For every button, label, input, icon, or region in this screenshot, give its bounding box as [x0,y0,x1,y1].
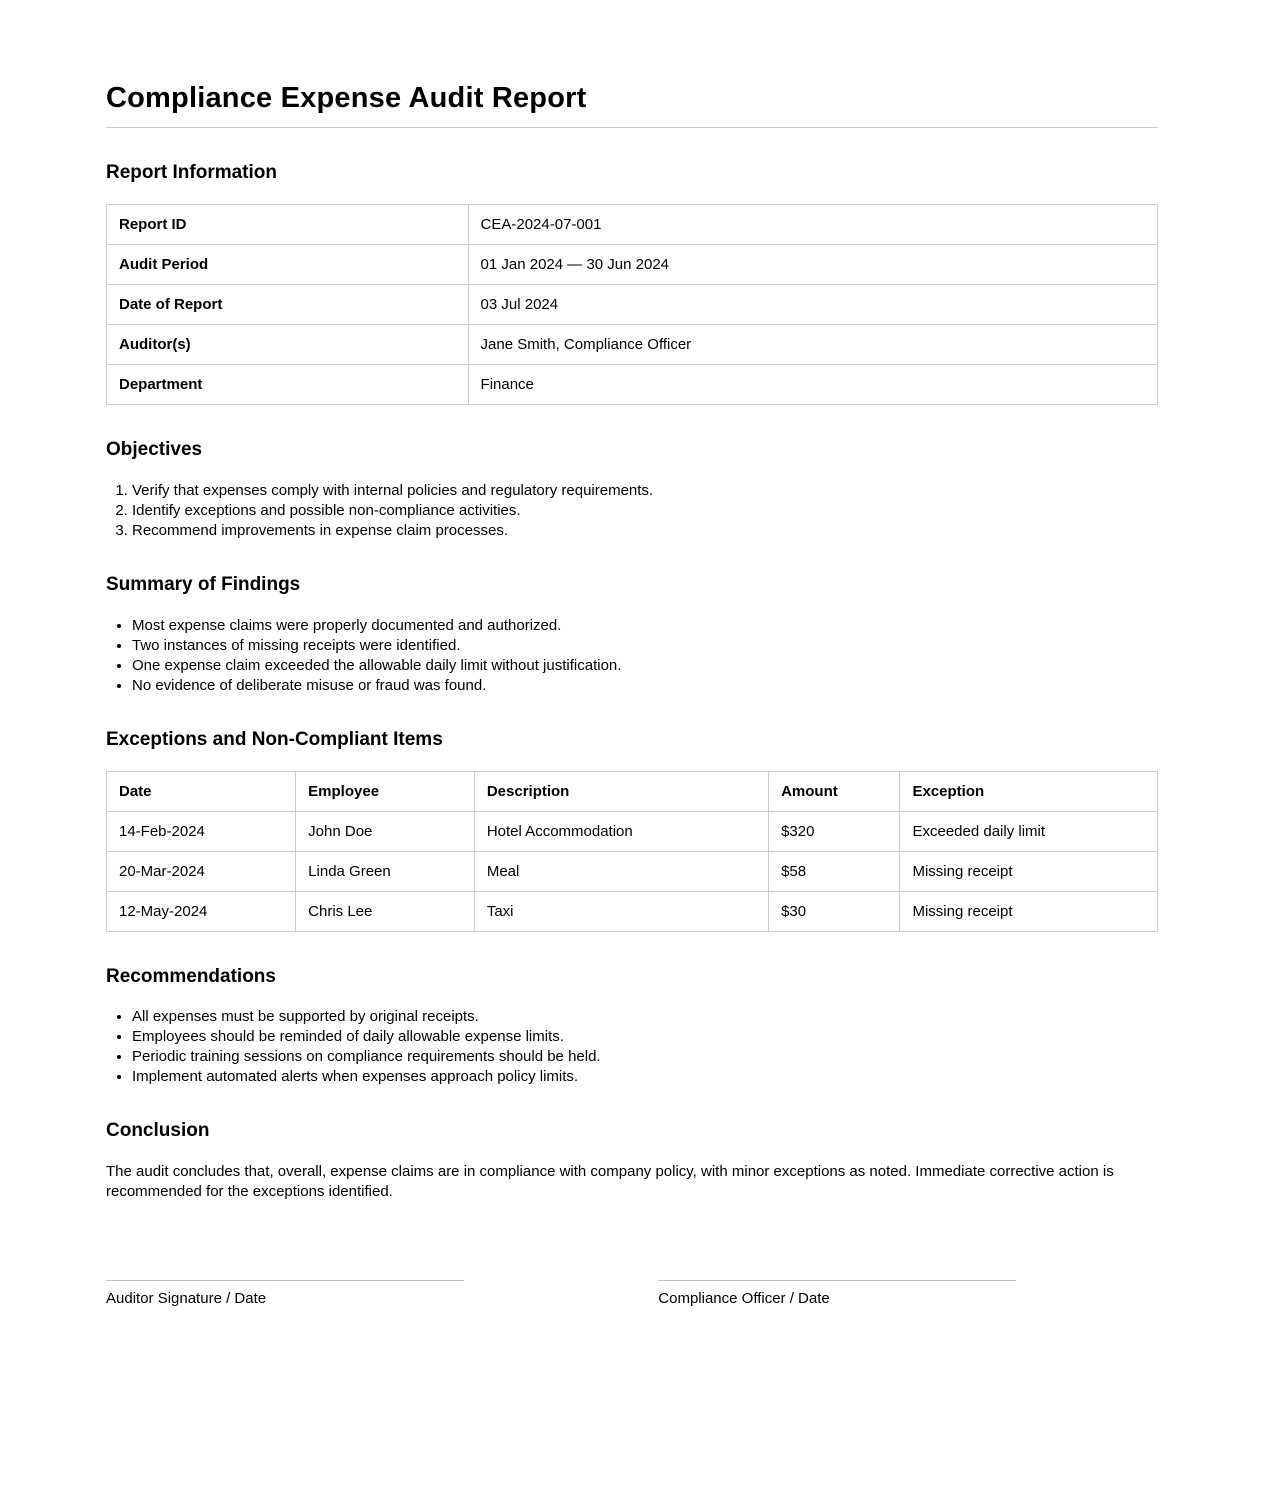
summary-heading: Summary of Findings [106,573,301,595]
conclusion-heading: Conclusion [106,1120,210,1142]
column-header-description: Description [474,771,768,811]
report-info-row [107,245,1158,285]
title-divider [106,127,1158,128]
objectives-list [106,481,1158,540]
summary-item: • Two instances of missing receipts were identified. [132,636,1158,655]
exception-amount: $320 [769,811,900,851]
exception-employee: Chris Lee [296,891,475,931]
column-header-employee: Employee [296,771,475,811]
report-info-label: Department [107,365,469,405]
objectives-heading: Objectives [106,439,203,461]
recommendation-item: • Employees should be reminded of daily allowable expense limits. [132,1027,1158,1046]
summary-item: • One expense claim exceeded the allowable daily limit without justification. [132,656,1158,675]
report-info-row [107,365,1158,405]
report-info-label: Auditor(s) [107,325,469,365]
objective-item: 1. Verify that expenses comply with internal policies and regulatory requirements. [132,481,1158,500]
report-info-value: 03 Jul 2024 [468,285,1157,325]
compliance-officer-signature-label: Compliance Officer / Date [658,1290,830,1308]
recommendations-heading: Recommendations [106,965,276,987]
report-info-row [107,285,1158,325]
report-info-label: Audit Period [107,245,469,285]
report-info-value: CEA-2024-07-001 [468,205,1157,245]
recommendation-item: • Implement automated alerts when expenses approach policy limits. [132,1067,1158,1086]
exception-type: Missing receipt [900,851,1158,891]
exception-amount: $30 [769,891,900,931]
exception-employee: Linda Green [296,851,475,891]
objective-item: 2. Identify exceptions and possible non-compliance activities. [132,501,1158,520]
column-header-exception: Exception [900,771,1158,811]
column-header-amount: Amount [769,771,900,811]
summary-item: • Most expense claims were properly documented and authorized. [132,616,1158,635]
report-info-value: Jane Smith, Compliance Officer [468,325,1157,365]
recommendations-list [106,1007,1158,1086]
auditor-signature-block [106,1280,464,1307]
exceptions-table [106,771,1158,932]
exception-description: Meal [474,851,768,891]
compliance-officer-signature-block [658,1280,1016,1307]
signature-section [106,1280,1158,1307]
recommendation-item: • Periodic training sessions on compliance requirements should be held. [132,1047,1158,1066]
report-info-label: Date of Report [107,285,469,325]
exception-description: Hotel Accommodation [474,811,768,851]
exception-employee: John Doe [296,811,475,851]
report-information-table [106,204,1158,405]
recommendation-item: • All expenses must be supported by original receipts. [132,1007,1158,1026]
column-header-date: Date [107,771,296,811]
auditor-signature-label: Auditor Signature / Date [106,1290,267,1308]
report-info-value: Finance [468,365,1157,405]
exception-date: 20-Mar-2024 [107,851,296,891]
exception-row [107,851,1158,891]
exception-date: 14-Feb-2024 [107,811,296,851]
conclusion-text: The audit concludes that, overall, expense claims are in compliance with company policy, with minor exceptions as noted. Immediate corrective action is recommended for the exceptions identified. [106,1163,1114,1201]
report-info-value: 01 Jan 2024 — 30 Jun 2024 [468,245,1157,285]
exception-date: 12-May-2024 [107,891,296,931]
page-title: Compliance Expense Audit Report [106,82,587,114]
report-information-heading: Report Information [106,162,277,184]
exceptions-header-row [107,771,1158,811]
exception-amount: $58 [769,851,900,891]
exceptions-heading: Exceptions and Non-Compliant Items [106,728,443,750]
report-info-row [107,205,1158,245]
summary-item: • No evidence of deliberate misuse or fraud was found. [132,676,1158,695]
report-info-label: Report ID [107,205,469,245]
report-info-row [107,325,1158,365]
objective-item: 3. Recommend improvements in expense claim processes. [132,521,1158,540]
exception-description: Taxi [474,891,768,931]
exception-row [107,891,1158,931]
exception-type: Missing receipt [900,891,1158,931]
summary-list [106,616,1158,695]
exception-type: Exceeded daily limit [900,811,1158,851]
exception-row [107,811,1158,851]
